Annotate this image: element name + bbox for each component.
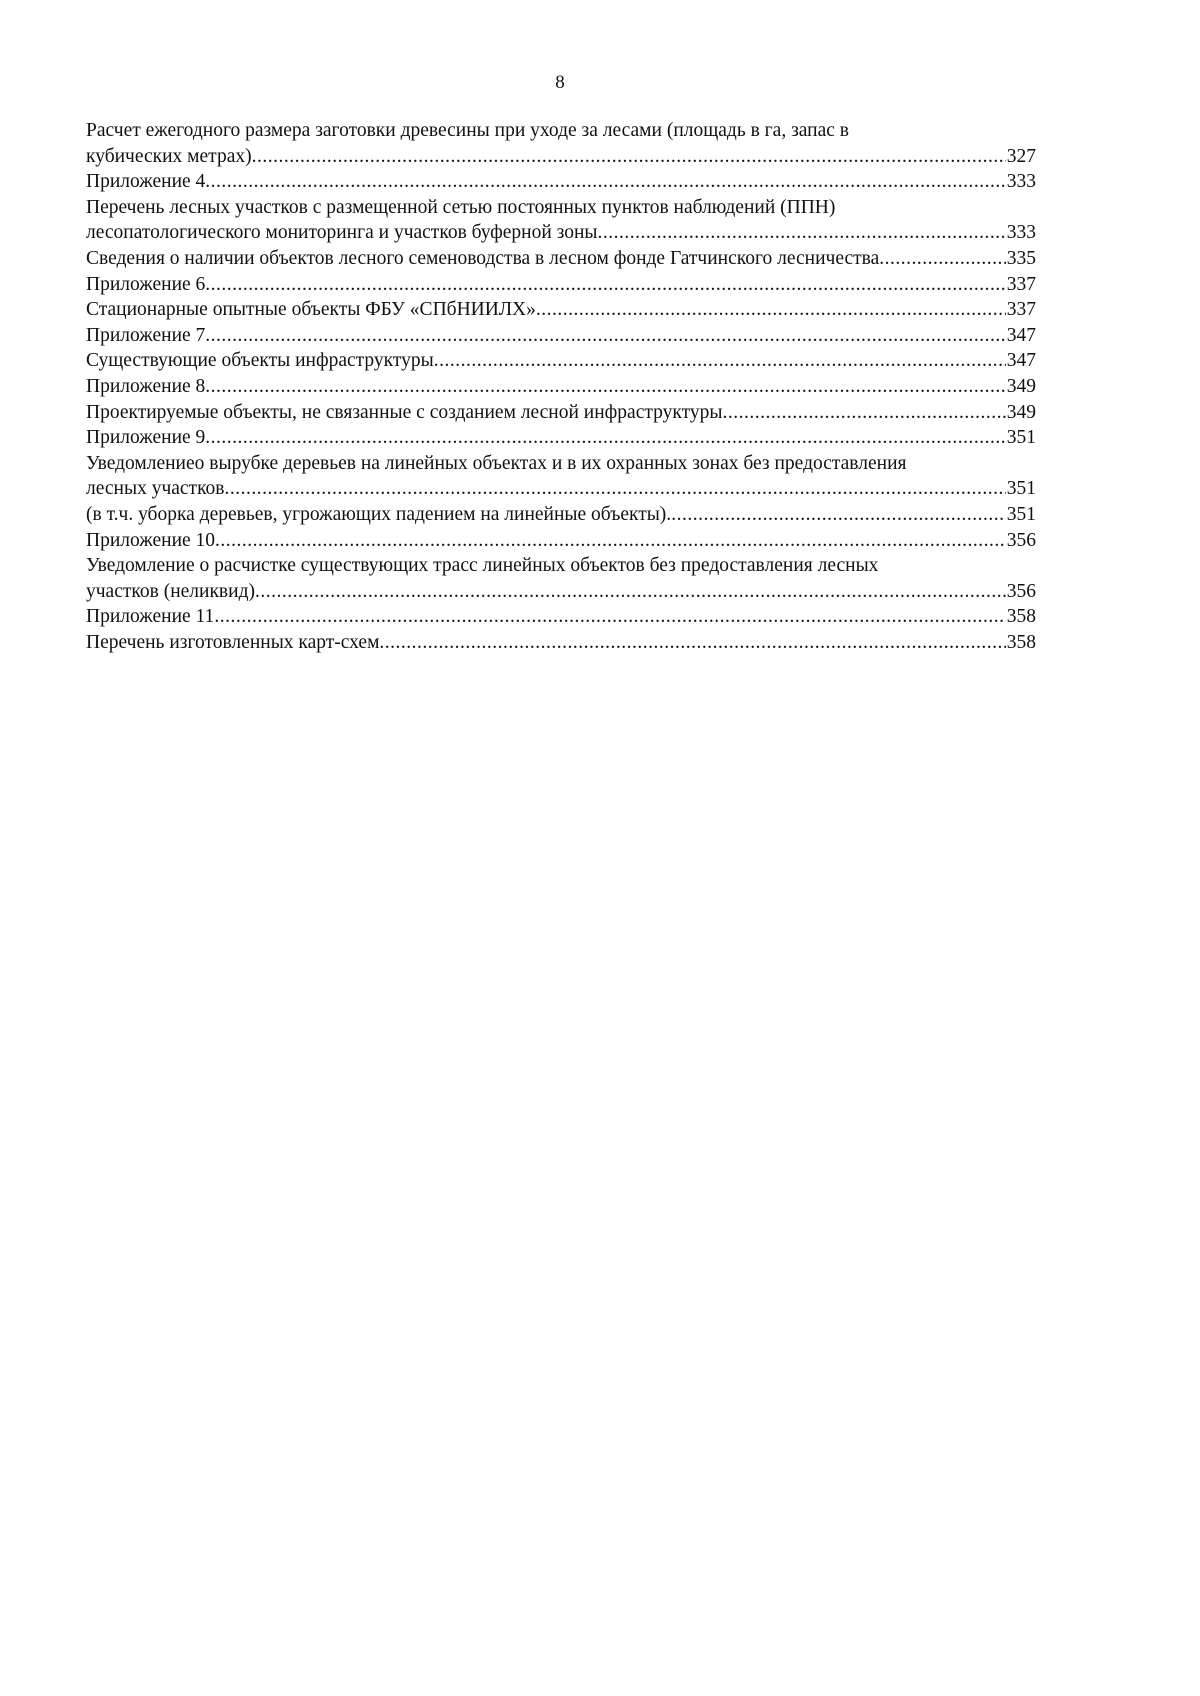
toc-page-number: 327 <box>1006 145 1036 167</box>
toc-entry-title: Приложение 11 <box>86 606 215 628</box>
toc-dot-leader <box>536 297 1006 323</box>
toc-dot-leader <box>205 323 1005 349</box>
toc-entry-title: Приложение 7 <box>86 324 206 346</box>
toc-page-number: 358 <box>1006 631 1036 653</box>
toc-entry-title: лесных участков <box>86 478 225 500</box>
toc-page-number: 349 <box>1006 401 1036 423</box>
toc-dot-leader <box>598 220 1006 246</box>
toc-page-number: 335 <box>1006 247 1036 269</box>
toc-entry-title: Проектируемые объекты, не связанные с созданием лесной инфраструктуры <box>86 401 723 423</box>
toc-entry[interactable] <box>86 374 1036 400</box>
toc-entry-title-line: Уведомлениео вырубке деревьев на линейных объектах и в их охранных зонах без предоставления <box>86 452 907 474</box>
toc-entry[interactable] <box>86 118 1036 169</box>
toc-entry-title: Стационарные опытные объекты ФБУ «СПбНИИЛХ» <box>86 299 536 321</box>
toc-entry-title: лесопатологического мониторинга и участков буферной зоны <box>86 222 598 244</box>
toc-entry[interactable] <box>86 348 1036 374</box>
toc-entry[interactable] <box>86 425 1036 451</box>
toc-page-number: 347 <box>1006 324 1036 346</box>
toc-entry[interactable] <box>86 553 1036 604</box>
toc-dot-leader <box>252 144 1006 170</box>
toc-page-number: 351 <box>1006 427 1036 449</box>
toc-dot-leader <box>205 169 1005 195</box>
toc-dot-leader <box>434 348 1006 374</box>
toc-entry-title: Сведения о наличии объектов лесного семеноводства в лесном фонде Гатчинского лесничества <box>86 247 880 269</box>
toc-entry[interactable] <box>86 272 1036 298</box>
table-of-contents <box>86 118 1036 655</box>
toc-page-number: 351 <box>1006 503 1036 525</box>
toc-page-number: 347 <box>1006 350 1036 372</box>
toc-entry-last-line <box>86 579 1036 605</box>
toc-entry-last-line <box>86 272 1036 298</box>
toc-dot-leader <box>671 502 1006 528</box>
toc-entry[interactable] <box>86 630 1036 656</box>
toc-page-number: 349 <box>1006 375 1036 397</box>
toc-entry-last-line <box>86 169 1036 195</box>
toc-page-number: 356 <box>1006 580 1036 602</box>
toc-entry-title: Приложение 4 <box>86 171 206 193</box>
toc-page-number: 333 <box>1006 171 1036 193</box>
toc-entry-title-line: Перечень лесных участков с размещенной сетью постоянных пунктов наблюдений (ППН) <box>86 196 836 218</box>
toc-dot-leader <box>205 425 1005 451</box>
toc-entry-title: (в т.ч. уборка деревьев, угрожающих падением на линейные объекты). <box>86 503 672 525</box>
toc-entry-title: участков (неликвид) <box>86 580 255 602</box>
toc-page-number: 351 <box>1006 478 1036 500</box>
toc-entry-last-line <box>86 604 1036 630</box>
toc-entry-title: Приложение 8 <box>86 375 206 397</box>
toc-page-number: 356 <box>1006 529 1036 551</box>
toc-entry-last-line <box>86 348 1036 374</box>
toc-entry-last-line <box>86 220 1036 246</box>
toc-entry[interactable] <box>86 297 1036 323</box>
toc-entry[interactable] <box>86 604 1036 630</box>
toc-entry-title: Существующие объекты инфраструктуры <box>86 350 434 372</box>
toc-dot-leader <box>379 630 1005 656</box>
toc-entry[interactable] <box>86 246 1036 272</box>
toc-entry-title: Приложение 10 <box>86 529 216 551</box>
toc-dot-leader <box>722 400 1005 426</box>
toc-entry-last-line <box>86 476 1036 502</box>
toc-dot-leader <box>225 476 1006 502</box>
toc-entry-last-line <box>86 425 1036 451</box>
toc-dot-leader <box>214 604 1005 630</box>
toc-entry-title: Перечень изготовленных карт-схем <box>86 631 380 653</box>
toc-entry-last-line <box>86 374 1036 400</box>
toc-entry[interactable] <box>86 400 1036 426</box>
toc-page-number: 333 <box>1006 222 1036 244</box>
toc-dot-leader <box>879 246 1005 272</box>
toc-entry-last-line <box>86 246 1036 272</box>
toc-entry[interactable] <box>86 528 1036 554</box>
toc-entry[interactable] <box>86 169 1036 195</box>
toc-page-number: 337 <box>1006 273 1036 295</box>
toc-entry[interactable] <box>86 451 1036 502</box>
toc-entry-last-line <box>86 528 1036 554</box>
toc-entry-last-line <box>86 323 1036 349</box>
toc-entry[interactable] <box>86 502 1036 528</box>
toc-entry[interactable] <box>86 195 1036 246</box>
toc-entry-last-line <box>86 297 1036 323</box>
toc-entry-last-line <box>86 630 1036 656</box>
toc-page-number: 337 <box>1006 299 1036 321</box>
toc-dot-leader <box>205 374 1005 400</box>
toc-dot-leader <box>255 579 1006 605</box>
toc-entry-last-line <box>86 144 1036 170</box>
toc-page-number: 358 <box>1006 606 1036 628</box>
toc-entry-title-line: Расчет ежегодного размера заготовки древесины при уходе за лесами (площадь в га, запас в <box>86 120 850 141</box>
toc-dot-leader <box>215 528 1006 554</box>
toc-entry[interactable] <box>86 323 1036 349</box>
toc-entry-title: Приложение 6 <box>86 273 206 295</box>
toc-dot-leader <box>205 272 1005 298</box>
page-number: 8 <box>555 72 565 93</box>
toc-entry-title-line: Уведомление о расчистке существующих трасс линейных объектов без предоставления лесных <box>86 555 879 577</box>
toc-entry-title: Приложение 9 <box>86 427 206 449</box>
toc-entry-last-line <box>86 400 1036 426</box>
toc-entry-title: кубических метрах) <box>86 145 252 167</box>
toc-entry-last-line <box>86 502 1036 528</box>
